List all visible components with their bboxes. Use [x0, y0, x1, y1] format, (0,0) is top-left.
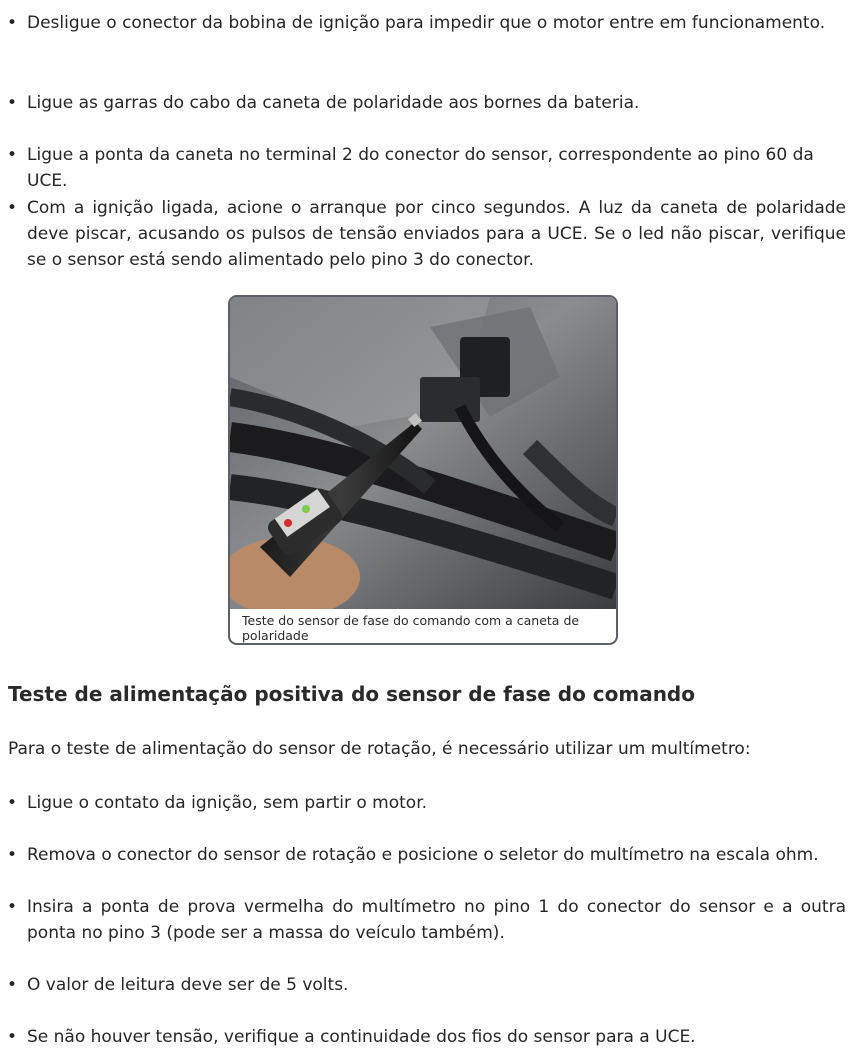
bullet-icon: • — [7, 897, 18, 917]
list-item-text: O valor de leitura deve ser de 5 volts. — [27, 975, 349, 995]
bullet-icon: • — [7, 13, 18, 33]
bullet-icon: • — [7, 1027, 18, 1047]
bullet-icon: • — [7, 93, 18, 113]
list-item-text: Insira a ponta de prova vermelha do multímetro no pino 1 do conector do sensor e a outra ponta no pino 3 (pode ser a massa do veículo também). — [27, 897, 846, 943]
engine-photo — [230, 297, 616, 609]
bullet-icon: • — [7, 845, 18, 865]
list-item-text: Ligue o contato da ignição, sem partir o motor. — [27, 793, 428, 813]
list-item-text: Ligue a ponta da caneta no terminal 2 do conector do sensor, correspondente ao pino 60 da UCE. — [27, 145, 814, 191]
list-item-text: Remova o conector do sensor de rotação e posicione o seletor do multímetro na escala ohm. — [27, 845, 819, 865]
photo-figure — [228, 295, 618, 645]
bullet-icon: • — [7, 975, 18, 995]
section-intro: Para o teste de alimentação do sensor de rotação, é necessário utilizar um multímetro: — [8, 739, 751, 759]
bullet-icon: • — [7, 145, 18, 165]
bullet-icon: • — [7, 793, 18, 813]
bullet-icon: • — [7, 198, 18, 218]
list-item-text: Se não houver tensão, verifique a continuidade dos fios do sensor para a UCE. — [27, 1027, 696, 1047]
figure-caption: Teste do sensor de fase do comando com a caneta de polaridade — [242, 613, 580, 643]
list-item-text: Com a ignição ligada, acione o arranque por cinco segundos. A luz da caneta de polaridade deve piscar, acusando os pulsos de tensão enviados para a UCE. Se o led não piscar, verifique se o sensor está sendo alimentado pelo pino 3 do conector. — [27, 198, 846, 270]
list-item-text: Ligue as garras do cabo da caneta de polaridade aos bornes da bateria. — [27, 93, 640, 113]
section-heading: Teste de alimentação positiva do sensor de fase do comando — [8, 682, 695, 706]
list-item-text: Desligue o conector da bobina de ignição para impedir que o motor entre em funcionamento. — [27, 13, 826, 33]
